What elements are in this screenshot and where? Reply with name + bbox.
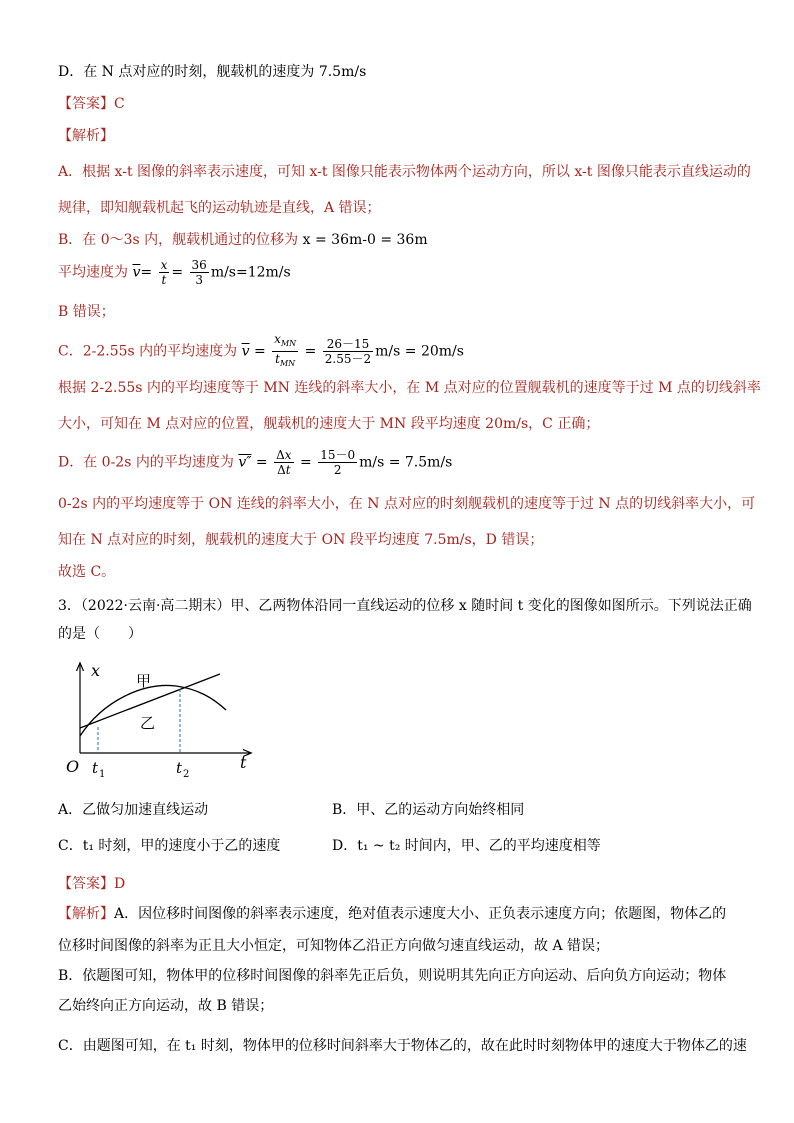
q3-a-text1: A．因位移时间图像的斜率表示速度，绝对值表示速度大小、正负表示速度方向；依题图，物体乙的 bbox=[114, 906, 727, 922]
answer-value: C bbox=[114, 96, 125, 112]
q2-analysis-d-line3: 知在 N 点对应的时刻，舰载机的速度大于 ON 段平均速度 7.5m/s，D 错误； bbox=[58, 532, 544, 548]
d-result: m/s = 7.5m/s bbox=[359, 454, 453, 471]
q3-analysis-a-line1 bbox=[58, 904, 736, 924]
x-axis-label: x bbox=[91, 661, 101, 680]
q2-analysis-c-line1: C．2-2.55s 内的平均速度为 $\overline{v}$ = $\frac{x_{MN}}{t_{MN}}$ = $\frac{26-15}{2.55-2}$ m/s = 20m/s bbox=[58, 332, 736, 366]
t2-label: t bbox=[176, 759, 183, 777]
q2-analysis-a-line2: 规律，即知舰载机起飞的运动轨迹是直线，A 错误； bbox=[58, 200, 381, 216]
q3-answer-value: D bbox=[114, 876, 126, 892]
q3-option-c[interactable]: C．t₁ 时刻，甲的速度小于乙的速度 bbox=[58, 838, 281, 854]
yi-label: 乙 bbox=[140, 714, 156, 732]
q2-analysis-d-line1: D．在 0-2s 内的平均速度为 v″ = $\frac{\Delta x}{\Delta t}$ = $\frac{15-0}{2}$ m/s = 7.5m/s bbox=[58, 448, 453, 477]
frac-c-values: $\frac{26-15}{2.55-2}$ bbox=[324, 337, 372, 366]
q3-stem-line1: 3．（2022·云南·高二期末）甲、乙两物体沿同一直线运动的位移 x 随时间 t 变化的图像如图所示。下列说法正确 bbox=[58, 598, 752, 614]
q3-answer bbox=[58, 874, 736, 894]
b-avg-prefix: 平均速度为 bbox=[58, 264, 128, 281]
t1-sub: 1 bbox=[99, 769, 106, 780]
q2-option-d: D．在 N 点对应的时刻，舰载机的速度为 7.5m/s bbox=[58, 64, 367, 80]
b-formula: x = 36m-0 = 36m bbox=[302, 232, 428, 248]
t1-label: t bbox=[92, 759, 99, 777]
t2-sub: 2 bbox=[183, 769, 190, 780]
c-result: m/s = 20m/s bbox=[375, 343, 464, 360]
q2-analysis-c-line3: 大小，可知在 M 点对应的位置，舰载机的速度大于 MN 段平均速度 20m/s，C 正确； bbox=[58, 416, 600, 432]
frac-dx-over-dt: $\frac{\Delta x}{\Delta t}$ bbox=[276, 448, 292, 477]
origin-label: O bbox=[66, 757, 80, 776]
q3-analysis-label: 【解析】 bbox=[58, 906, 114, 922]
frac-36-over-3: $\frac{36}{3}$ bbox=[191, 258, 207, 287]
q3-options-row1 bbox=[58, 800, 736, 820]
answer-label: 【答案】 bbox=[58, 96, 114, 112]
q3-stem-line2: 的是（ ） bbox=[58, 626, 142, 642]
c-prefix: C．2-2.55s 内的平均速度为 bbox=[58, 343, 238, 360]
q2-analysis-c-line2: 根据 2-2.55s 内的平均速度等于 MN 连线的斜率大小，在 M 点对应的位置舰载机的速度等于过 M 点的切线斜率 bbox=[58, 380, 761, 396]
q3-answer-label: 【答案】 bbox=[58, 876, 114, 892]
frac-x-over-t: $\frac{x}{t}$ bbox=[160, 258, 168, 287]
b-avg-suffix: m/s=12m/s bbox=[210, 264, 291, 281]
q3-options-row2 bbox=[58, 836, 736, 856]
frac-xmn-over-tmn: $\frac{x_{MN}}{t_{MN}}$ bbox=[274, 332, 297, 368]
q2-analysis-b-wrong: B 错误； bbox=[58, 304, 115, 320]
q2-analysis-d-line2: 0-2s 内的平均速度等于 ON 连线的斜率大小，在 N 点对应的时刻舰载机的速度等于过 N 点的切线斜率大小，可 bbox=[58, 496, 756, 512]
jia-label: 甲 bbox=[136, 672, 152, 690]
q2-analysis-b-avg: 平均速度为 $\overline{v}=$ $\frac{x}{t}$ = $\frac{36}{3}$ m/s=12m/s bbox=[58, 258, 291, 287]
xt-graph bbox=[58, 656, 258, 786]
q2-analysis-b-line1 bbox=[58, 230, 736, 250]
q2-analysis-a-line1: A．根据 x-t 图像的斜率表示速度，可知 x-t 图像只能表示物体两个运动方向，所以 x-t 图像只能表示直线运动的 bbox=[58, 164, 751, 180]
q3-option-a[interactable]: A．乙做匀加速直线运动 bbox=[58, 802, 209, 818]
q3-option-d[interactable]: D．t₁ ~ t₂ 时间内，甲、乙的平均速度相等 bbox=[332, 838, 601, 854]
q2-answer bbox=[58, 94, 736, 114]
q2-analysis-label: 【解析】 bbox=[58, 128, 114, 144]
q3-analysis-c-line1: C．由题图可知，在 t₁ 时刻，物体甲的位移时间斜率大于物体乙的，故在此时时刻物体甲的速度大于物体乙的速 bbox=[58, 1038, 747, 1054]
q3-analysis-a-line2: 位移时间图像的斜率为正且大小恒定，可知物体乙沿正方向做匀速直线运动，故 A 错误； bbox=[58, 938, 610, 954]
q2-conclusion: 故选 C。 bbox=[58, 564, 116, 580]
b-prefix: B．在 0～3s 内，舰载机通过的位移为 bbox=[58, 232, 299, 248]
q3-option-b[interactable]: B．甲、乙的运动方向始终相同 bbox=[332, 802, 525, 818]
q3-analysis-b-line1: B．依题图可知，物体甲的位移时间图像的斜率先正后负，则说明其先向正方向运动、后向负方向运动；物体 bbox=[58, 968, 727, 984]
frac-d-values: $\frac{15-0}{2}$ bbox=[320, 448, 356, 477]
t-axis-label: t bbox=[240, 753, 247, 772]
d-prefix: D．在 0-2s 内的平均速度为 bbox=[58, 454, 234, 471]
q3-analysis-b-line2: 乙始终向正方向运动，故 B 错误； bbox=[58, 998, 274, 1014]
